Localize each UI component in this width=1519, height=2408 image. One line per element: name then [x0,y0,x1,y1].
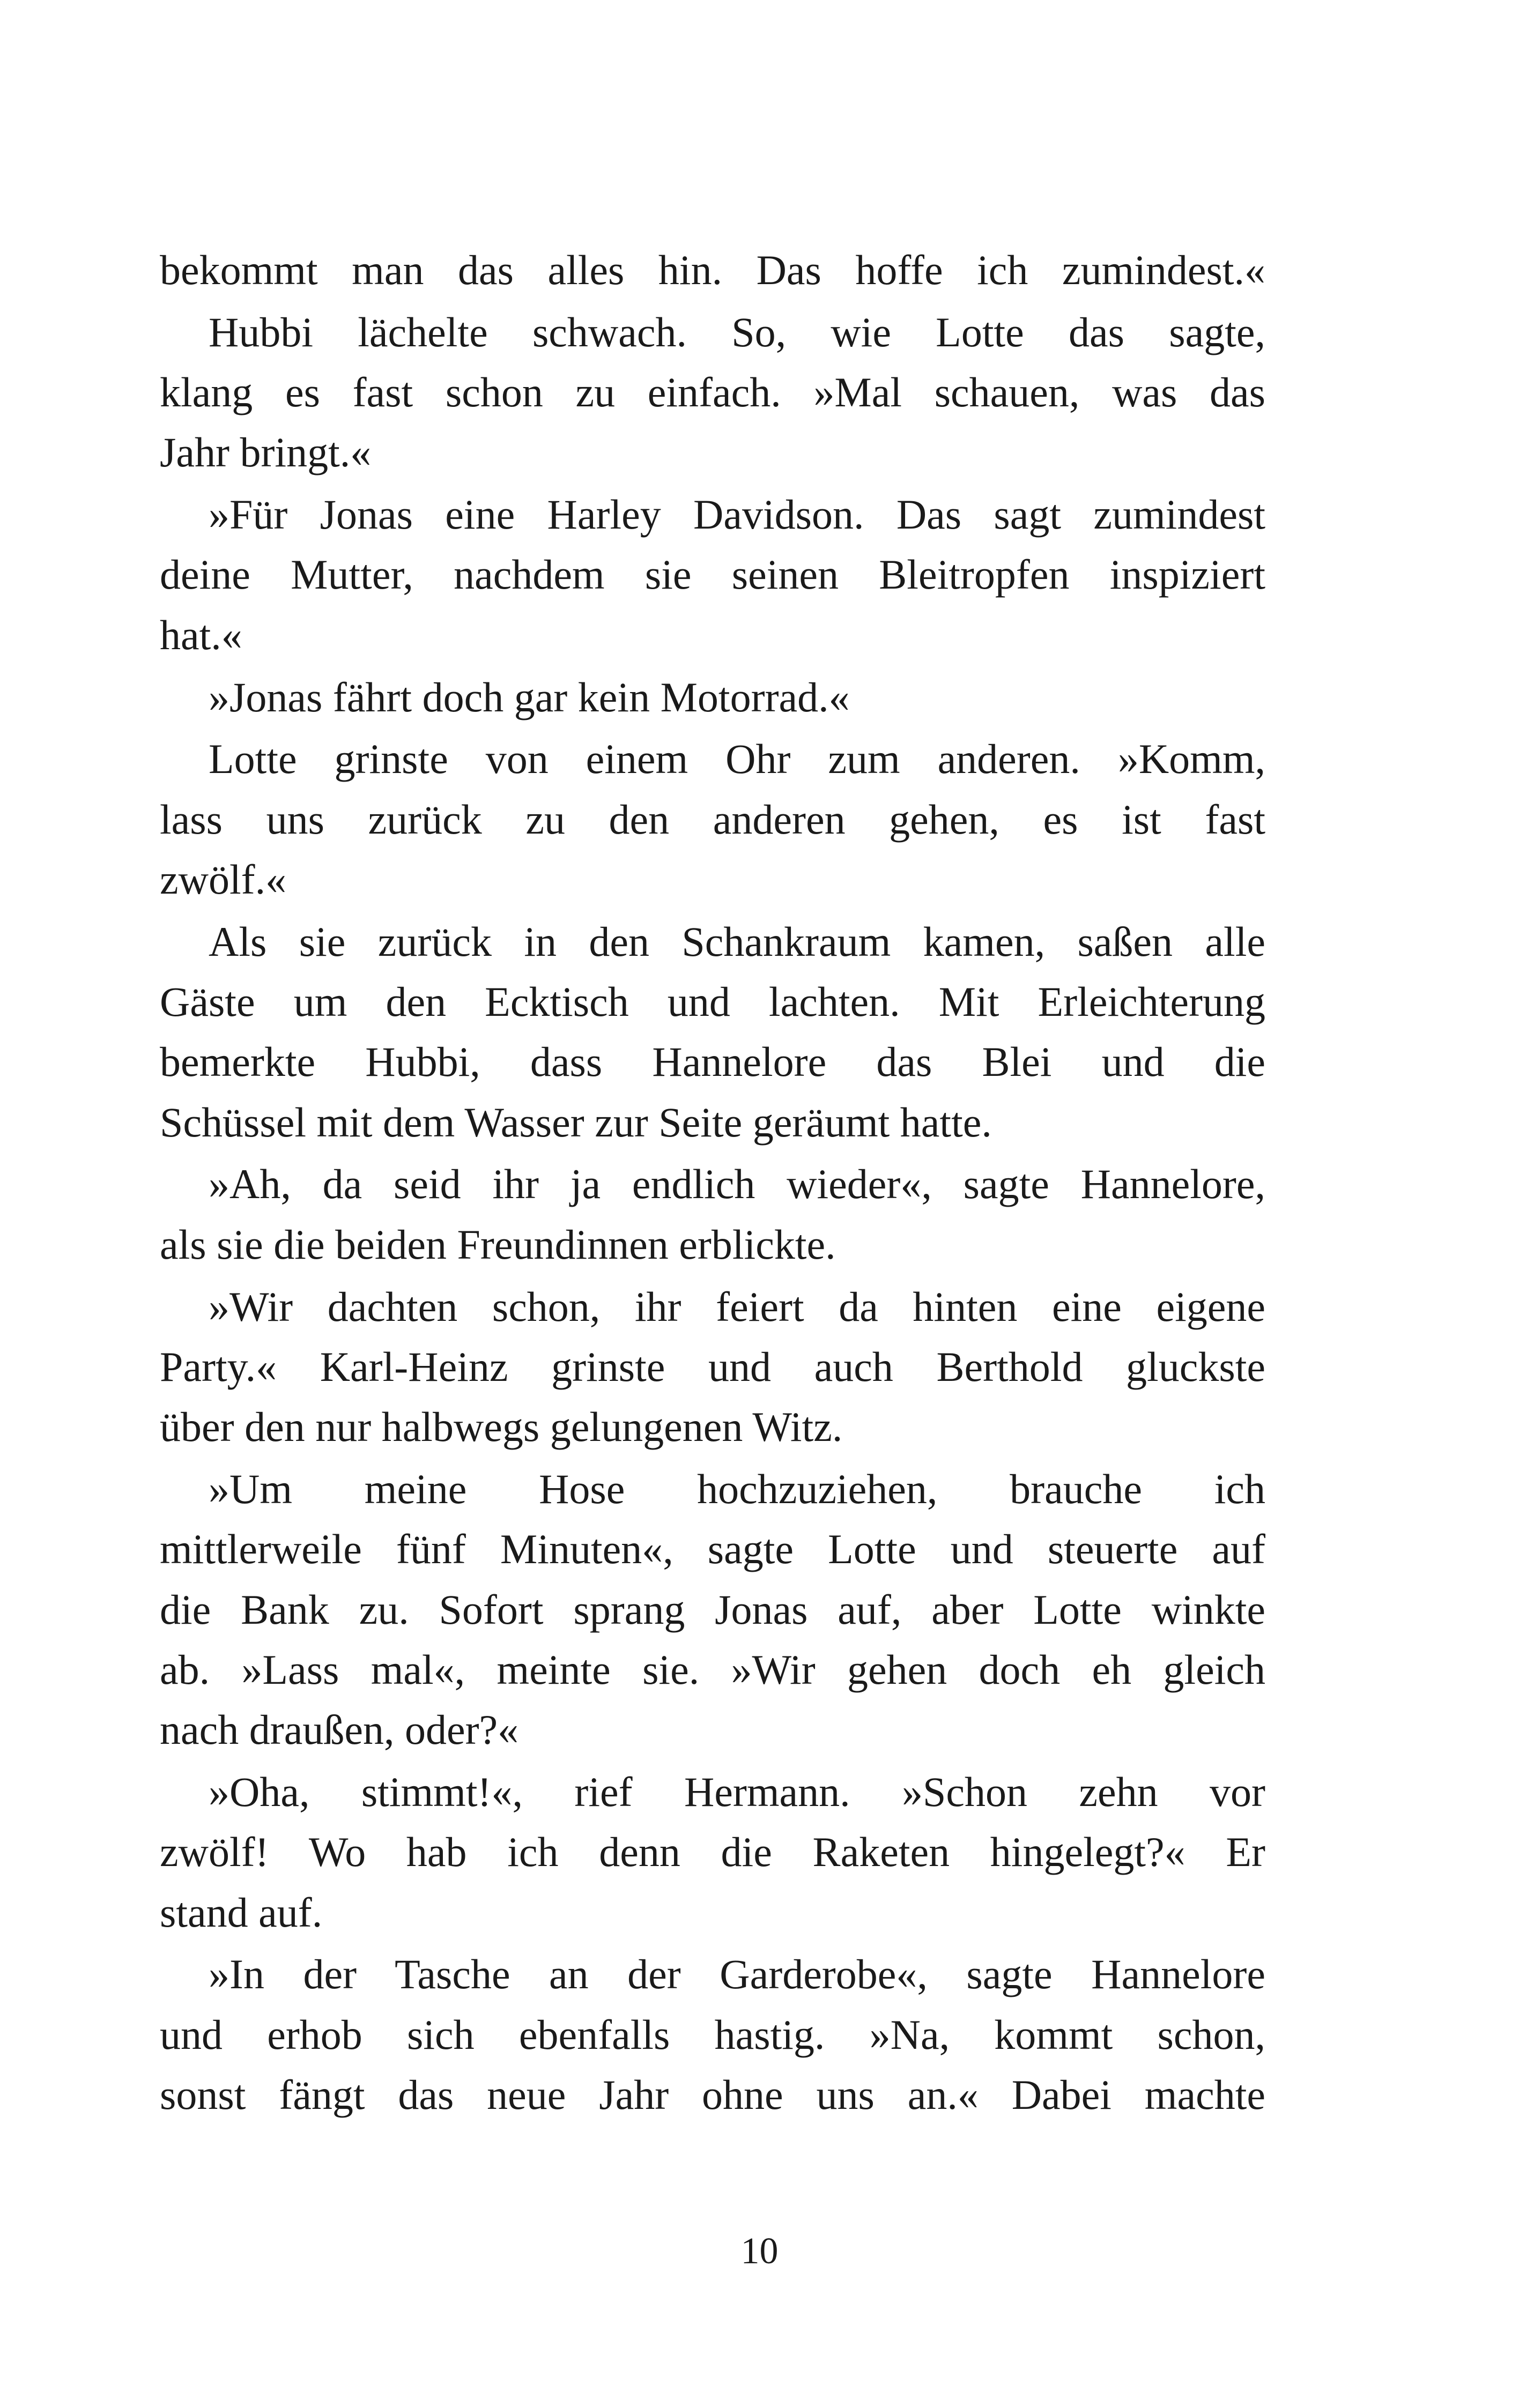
text-line: zwölf.« [160,856,287,903]
text-line: Party.« Karl-Heinz grinste und auch Berthold gluckste [160,1343,1265,1390]
text-line: »In der Tasche an der Garderobe«, sagte Hannelore [209,1951,1265,1998]
text-line: Lotte grinste von einem Ohr zum anderen. »Komm, [209,735,1265,783]
text-line: »Oha, stimmt!«, rief Hermann. »Schon zehn vor [209,1768,1265,1815]
text-line: »Ah, da seid ihr ja endlich wieder«, sagte Hannelore, [209,1161,1265,1208]
text-line: »Um meine Hose hochzuziehen, brauche ich [209,1465,1265,1512]
text-line: bekommt man das alles hin. Das hoffe ich zumindest.« [160,247,1265,293]
text-line: mittlerweile fünf Minuten«, sagte Lotte und steuerte auf [160,1526,1265,1573]
text-line: »Für Jonas eine Harley Davidson. Das sagt zumindest [209,491,1265,538]
text-line: stand auf. [160,1889,323,1936]
text-line: Jahr bringt.« [160,429,372,476]
text-line: und erhob sich ebenfalls hastig. »Na, kommt schon, [160,2011,1265,2058]
text-line: die Bank zu. Sofort sprang Jonas auf, aber Lotte winkte [160,1586,1265,1633]
text-line: über den nur halbwegs gelungenen Witz. [160,1403,843,1451]
text-line: bemerkte Hubbi, dass Hannelore das Blei und die [160,1038,1265,1086]
text-line: ab. »Lass mal«, meinte sie. »Wir gehen doch eh gleich [160,1646,1265,1693]
text-line: deine Mutter, nachdem sie seinen Bleitropfen inspiziert [160,551,1265,598]
text-line: zwölf! Wo hab ich denn die Raketen hingelegt?« Er [160,1829,1265,1876]
page-body-text [160,240,1265,2125]
text-line: Als sie zurück in den Schankraum kamen, saßen alle [209,918,1265,965]
text-line: hat.« [160,611,242,658]
text-line: »Jonas fährt doch gar kein Motorrad.« [209,673,850,720]
text-line: lass uns zurück zu den anderen gehen, es ist fast [160,796,1265,843]
text-line: Gäste um den Ecktisch und lachten. Mit Erleichterung [160,978,1265,1025]
page-number: 10 [740,2231,779,2272]
text-line: klang es fast schon zu einfach. »Mal schauen, was das [160,369,1265,416]
text-line: nach draußen, oder?« [160,1706,519,1753]
text-line: sonst fängt das neue Jahr ohne uns an.« Dabei machte [160,2071,1265,2118]
text-line: Schüssel mit dem Wasser zur Seite geräumt hatte. [160,1098,992,1146]
text-line: Hubbi lächelte schwach. So, wie Lotte das sagte, [209,308,1265,355]
text-line: »Wir dachten schon, ihr feiert da hinten eine eigene [209,1283,1265,1330]
text-line: als sie die beiden Freundinnen erblickte. [160,1221,836,1268]
